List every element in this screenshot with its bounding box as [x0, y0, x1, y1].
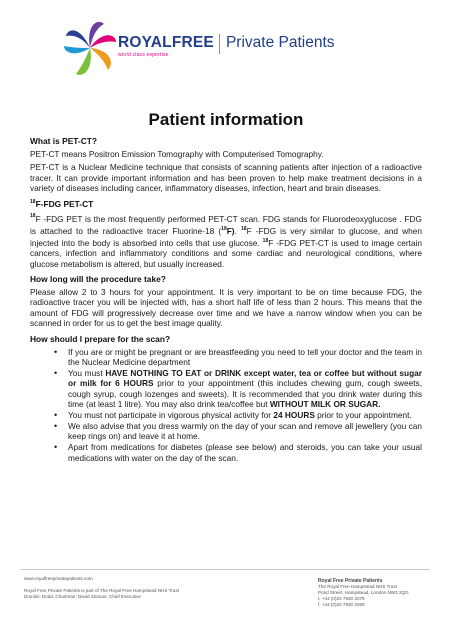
list-item — [54, 410, 422, 420]
list-item: • If you are or might be pregnant or are breastfeeding you need to tell your doctor and the team in the Nuclear Medicine department — [54, 347, 422, 368]
brand-divider — [219, 34, 220, 54]
fdg-sup-3: 18 — [262, 237, 269, 244]
fdg-text-1: F -FDG PET is the most frequently performed PET-CT scan. FDG stands for Fluorodeoxyglucose . FDG is attached to the radioactive tracer Fluorine-18 ( — [30, 213, 422, 236]
footer-contact — [318, 578, 438, 608]
list-item: • Apart from medications for diabetes (please see below) and steroids, you can take your usual medications with water on the day of the scan. — [54, 442, 422, 463]
list-item-text: You must not participate in vigorous physical activity for — [68, 410, 274, 421]
list-item-emphasis: HAVE NOTHING TO EAT or DRINK except water, tea or coffee but without sugar or milk for 6 HOURS — [68, 367, 423, 389]
list-item-emphasis: 24 HOURS — [273, 410, 315, 421]
footer-officers: Dominic Dodd, Chairman; David Sloman, Chief Executive — [24, 594, 141, 599]
list-item-text: You must — [68, 367, 106, 378]
heading-fdg-pet-ct — [30, 199, 422, 209]
fdg-text-3: F -FDG is very similar to glucose, and when injected into the body is absorbed into cells that use glucose. — [30, 225, 422, 248]
brand-name: ROYALFREE — [118, 34, 214, 51]
paragraph-how-long: Please allow 2 to 3 hours for your appointment. It is very important to be on time because FDG, the radioactive tracer you will be injected with, has a short half life of less than 2 hours. This means that the amount of FDG will progressively decrease over time and we have a narrow window when you can be scanned in order for us to get the best image quality. — [30, 286, 422, 329]
brand-wordmark — [118, 34, 335, 54]
footer-fax: f. +44 (0)20 7830 2069 — [318, 602, 365, 607]
list-item-emphasis: WITHOUT MILK OR SUGAR. — [269, 399, 381, 410]
heading-what-is-pet-ct: What is PET-CT? — [30, 136, 97, 146]
fdg-text-2: . — [234, 225, 242, 236]
footer-address-line: Pond Street, Hampstead, London NW3 2QG — [318, 590, 409, 595]
fdg-text-4: F -FDG PET-CT is used to image certain cancers, infection and inflammatory conditions and some cardiac and neurological conditions, where glucose metabolism is altered, but usually increased. — [30, 237, 423, 269]
preparation-list — [54, 347, 422, 463]
footer-website-link[interactable]: www.royalfreeprivatepatients.com — [24, 576, 93, 581]
heading-text: F-FDG PET-CT — [35, 198, 94, 209]
footer-trust-note: Royal Free Private Patients is part of The Royal Free Hampstead NHS Trust — [24, 588, 179, 593]
heading-how-to-prepare: How should I prepare for the scan? — [30, 333, 171, 344]
footer-phone: t. +44 (0)20 7830 2079 — [318, 596, 365, 601]
fdg-bold-f: F) — [226, 225, 235, 236]
list-item-text: prior to your appointment. — [314, 410, 412, 421]
footer-left — [24, 576, 244, 600]
list-item-text: prior to your appointment (this includes chewing gum, cough sweets, cough syrup, cough lozenges and sweets). It is recommended that you drink water during this time (at least 1 litre). You may also drink tea/coffee but — [68, 378, 422, 410]
paragraph-pet-ct-definition: PET-CT means Positron Emission Tomography with Computerised Tomography. — [30, 149, 324, 159]
paragraph-pet-ct-technique: PET-CT is a Nuclear Medicine technique that consists of scanning patients after injection of a radioactive tracer. It can provide important information and has been proven to help make treatment decisions in a variety of diseases including cancer, inflammatory diseases, infection, heart and brain diseases. — [30, 162, 422, 194]
fdg-sup-bold: 18 — [221, 225, 227, 232]
document-body — [30, 110, 422, 464]
royal-free-logo-icon — [62, 18, 118, 78]
list-item — [54, 368, 422, 410]
brand-tagline: world class expertise — [118, 52, 169, 58]
brand-subtitle: Private Patients — [225, 34, 335, 51]
fdg-sup-1: 18 — [30, 213, 36, 220]
heading-sup: 18 — [30, 198, 36, 205]
paragraph-fdg — [30, 212, 422, 269]
brand-header — [62, 18, 362, 78]
page-title: Patient information — [148, 110, 304, 129]
footer-divider — [20, 569, 430, 570]
footer-contact-name: Royal Free Private Patients — [318, 578, 383, 584]
list-item: • We also advise that you dress warmly on the day of your scan and remove all jewellery (you can keep rings on) and leave it at home. — [54, 421, 422, 442]
fdg-sup-2: 18 — [241, 225, 247, 232]
heading-how-long: How long will the procedure take? — [30, 273, 166, 284]
footer-address-line: The Royal Free Hampstead NHS Trust — [318, 584, 397, 589]
